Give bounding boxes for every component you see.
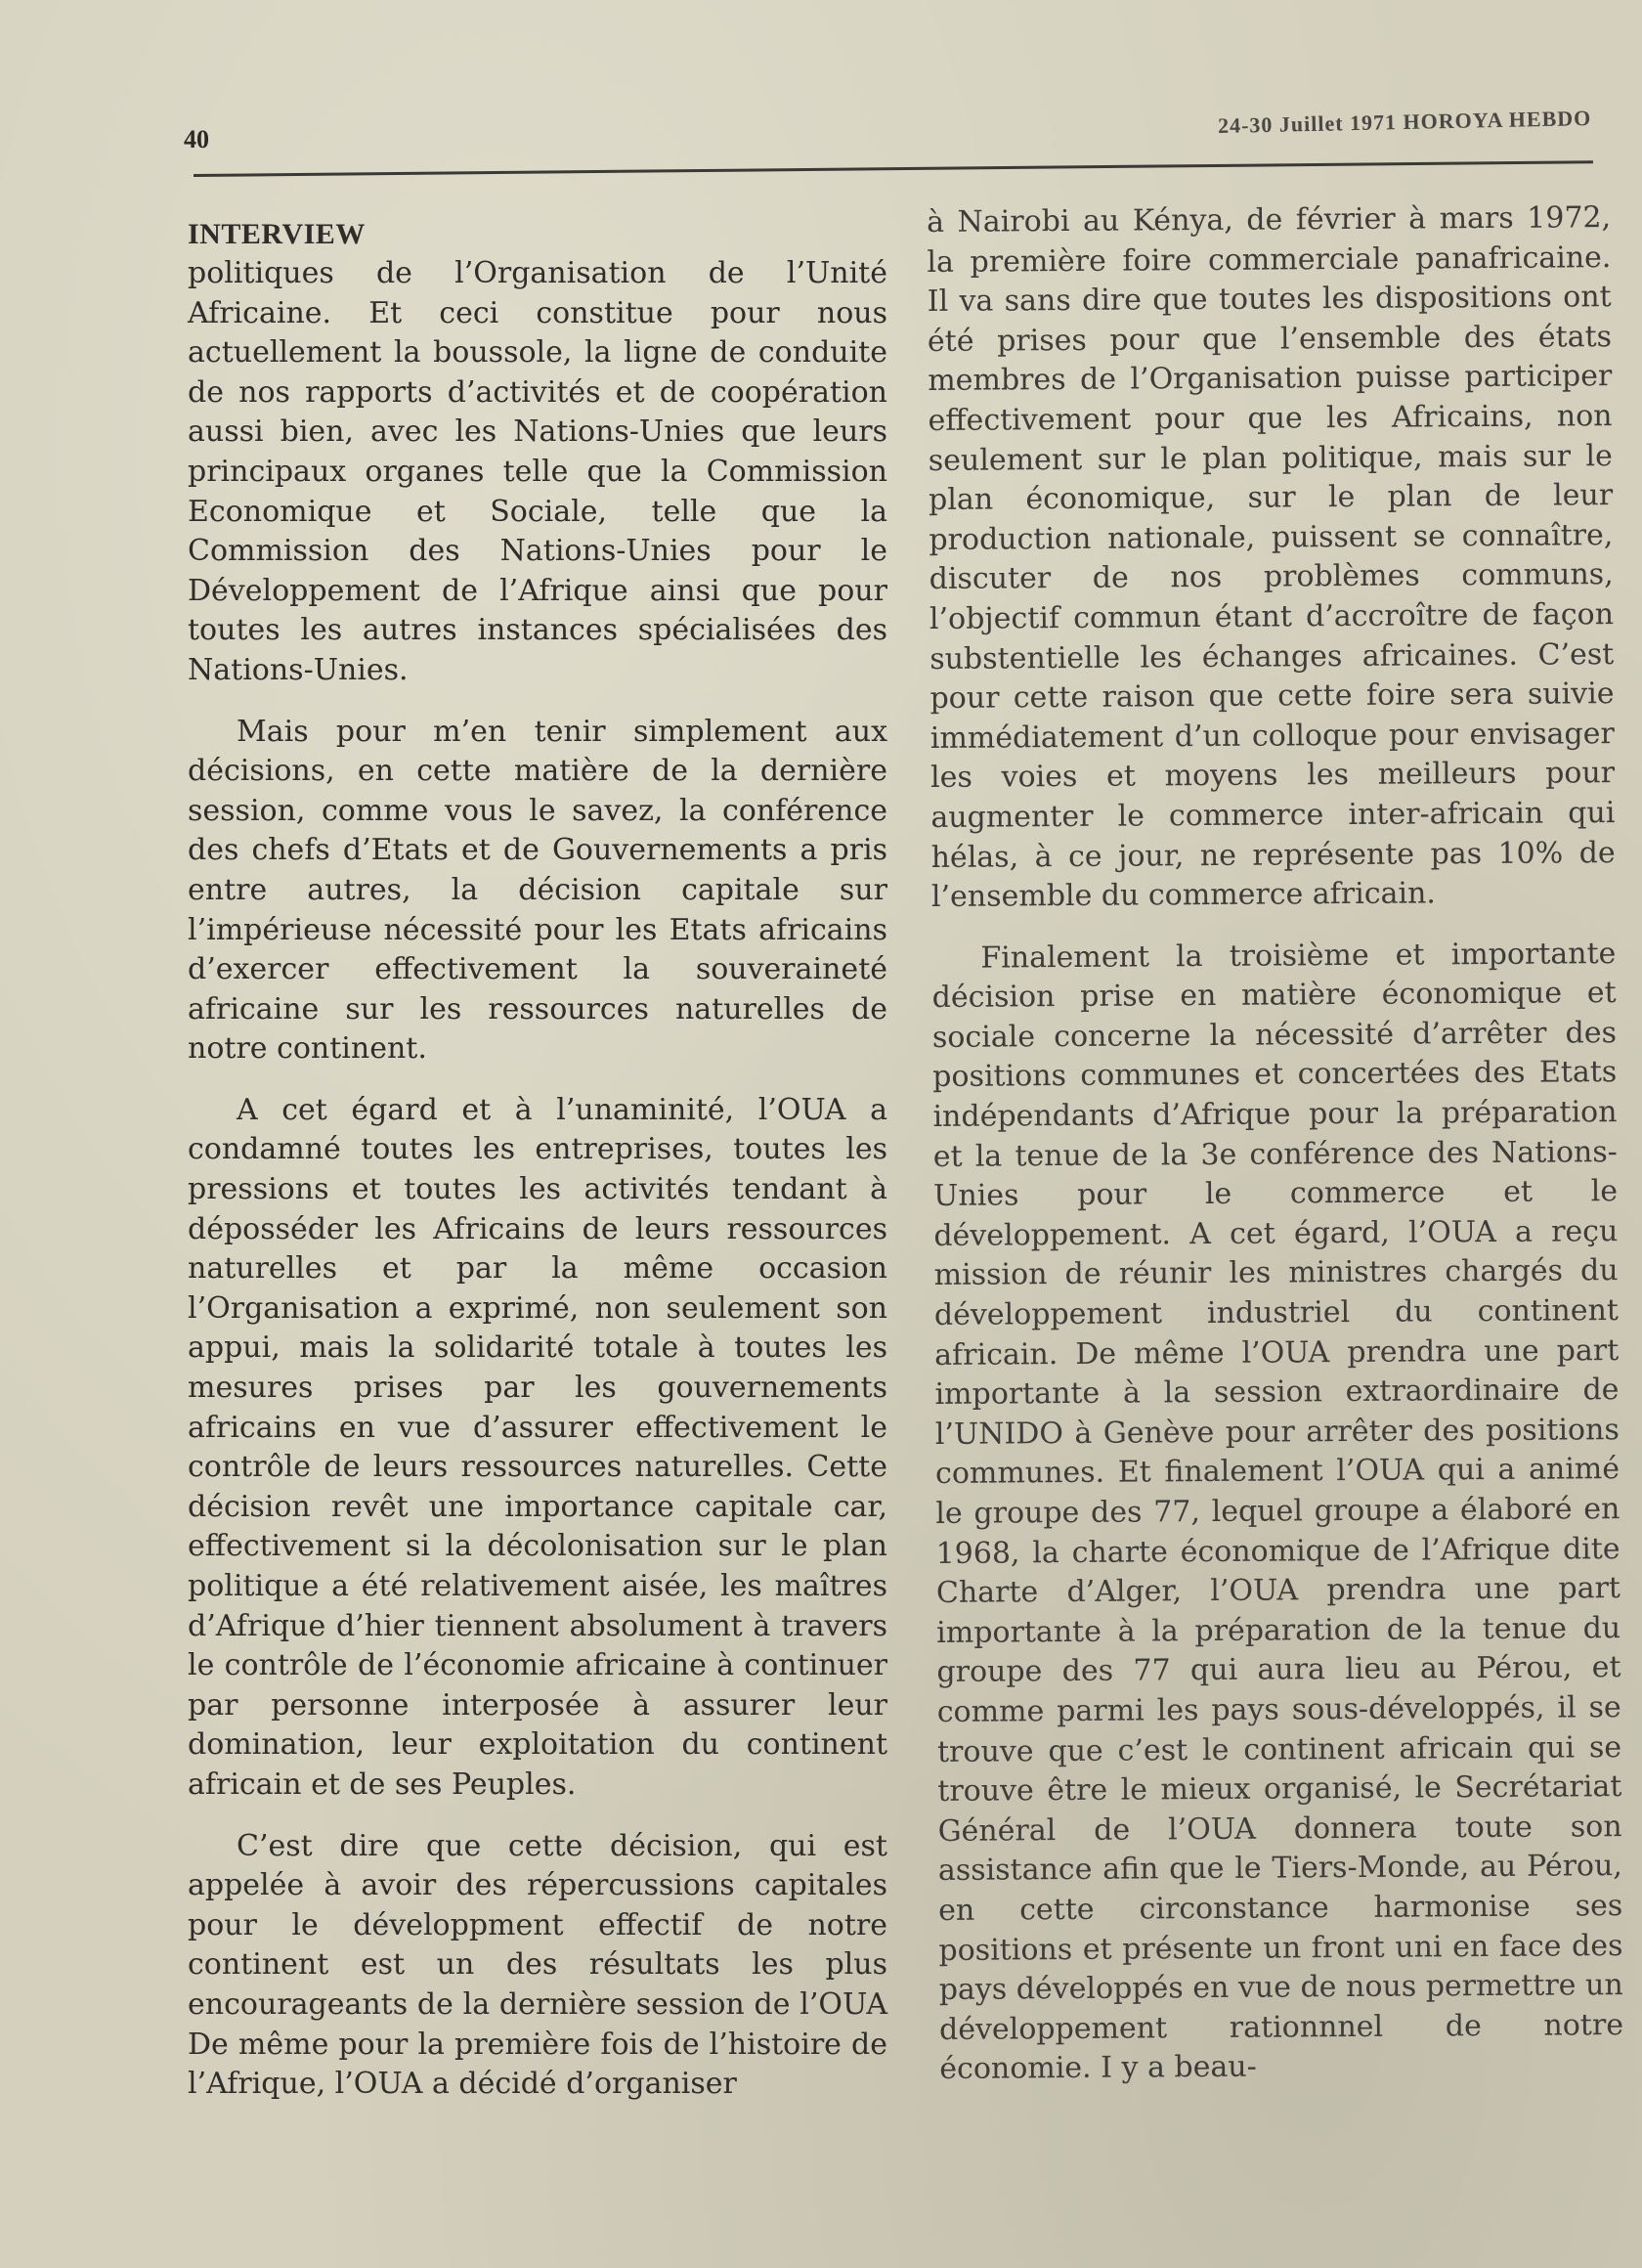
masthead: 24-30 Juillet 1971 HOROYA HEBDO: [1217, 106, 1592, 139]
paragraph: C’est dire que cette décision, qui est appelée à avoir des répercussions capitales pour le développment effectif de notre continent est un des résultats les plus encourageants de la dernière session de l’OUA De même pour la première fois de l’histoire de l’Afrique, l’OUA a décidé d’organiser: [188, 1828, 887, 2102]
paragraph: politiques de l’Organisation de l’Unité Africaine. Et ceci constitue pour nous actuellement la boussole, la ligne de conduite de nos rapports d’activités et de coopération aussi bien, avec les Nations-Unies que leurs principaux organes telle que la Commission Economique et Sociale, telle que la Commission des Nations-Unies pour le Développement de l’Afrique ainsi que pour toutes les autres instances spécialisées des Nations-Unies.: [188, 256, 887, 687]
right-column: [927, 198, 1624, 2112]
paragraph: à Nairobi au Kénya, de février à mars 1972, la première foire commerciale panafricaine. Il va sans dire que toutes les dispositions ont été prises pour que l’ensemble des états membres de l’Organisation puisse participer effectivement pour que les Africains, non seulement sur le plan politique, mais sur le plan économique, sur le plan de leur production nationale, puissent se connaître, discuter de nos problèmes communs, l’objectif commun étant d’accroître de façon substentielle les échanges africaines. C’est pour cette raison que cette foire sera suivie immédiatement d’un colloque pour envisager les voies et moyens les meilleurs pour augmenter le commerce inter-africain qui hélas, à ce jour, ne représente pas 10% de l’ensemble du commerce africain.: [927, 200, 1616, 915]
header-rule: [194, 160, 1593, 177]
paragraph: A cet égard et à l’unaminité, l’OUA a condamné toutes les entreprises, toutes les pressions et toutes les activités tendant à déposséder les Africains de leurs ressources naturelles et par la même occasion l’Organisation a exprimé, non seulement son appui, mais la solidarité totale à toutes les mesures prises par les gouvernements africains en vue d’assurer effectivement le contrôle de leurs ressources naturelles. Cette décision revêt une importance capitale car, effectivement si la décolonisation sur le plan politique a été relativement aisée, les maîtres d’Afrique d’hier tiennent absolument à travers le contrôle de l’économie africaine à continuer par personne interposée à assurer leur domination, leur exploitation du continent africain et de ses Peuples.: [188, 1092, 887, 1802]
left-column: [188, 215, 887, 2126]
paragraph: Mais pour m’en tenir simplement aux décisions, en cette matière de la dernière session, comme vous le savez, la conférence des chefs d’Etats et de Gouvernements a pris entre autres, la décision capitale sur l’impérieuse nécessité pour les Etats africains d’exercer effectivement la souveraineté africaine sur les ressources naturelles de notre continent.: [188, 714, 887, 1067]
paragraph: Finalement la troisième et importante décision prise en matière économique et sociale concerne la nécessité d’arrêter des positions communes et concertées des Etats indépendants d’Afrique pour la préparation et la tenue de la 3e conférence des Nations-Unies pour le commerce et le développement. A cet égard, l’OUA a reçu mission de réunir les ministres chargés du développement industriel du continent africain. De même l’OUA prendra une part importante à la session extraordinaire de l’UNIDO à Genève pour arrêter des positions communes. Et finalement l’OUA qui a animé le groupe des 77, lequel groupe a élaboré en 1968, la charte économique de l’Afrique dite Charte d’Alger, l’OUA prendra une part importante à la préparation de la tenue du groupe des 77 qui aura lieu au Pérou, et comme parmi les pays sous-développés, il se trouve que c’est le continent africain qui se trouve être le mieux organisé, le Secrétariat Général de l’OUA donnera toute son assistance afin que le Tiers-Monde, au Pérou, en cette circonstance harmonise ses positions et présente un front uni en face des pays développés en vue de nous permettre un développement rationnnel de notre économie. I y a beau-: [931, 936, 1624, 2087]
page-number: 40: [184, 125, 209, 153]
section-label: INTERVIEW: [188, 218, 366, 250]
